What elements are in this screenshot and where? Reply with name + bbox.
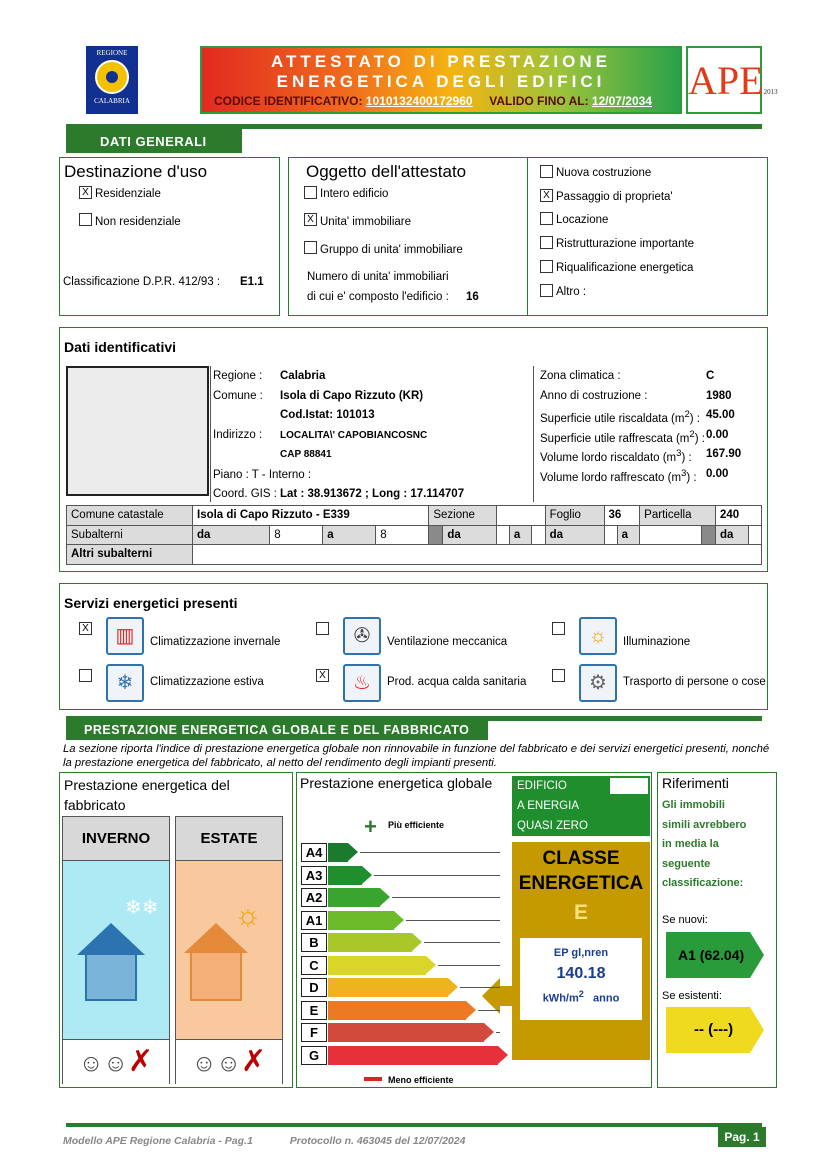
riqualificazione-label: Riqualificazione energetica [556, 262, 694, 274]
rating-faces-winter: ☺☺✗ [63, 1039, 169, 1084]
gruppo-checkbox[interactable] [304, 241, 317, 254]
title-line-1: ATTESTATO DI PRESTAZIONE [271, 52, 611, 71]
trasporto-label: Trasporto di persone o cose [623, 676, 766, 688]
sup-raff-value: 0.00 [706, 429, 729, 441]
gruppo-label: Gruppo di unita' immobiliare [320, 244, 463, 256]
sub-a-value: 8 [376, 525, 429, 545]
air-conditioner-icon: ❄ [106, 664, 144, 702]
rif-line-4: seguente [662, 857, 711, 870]
ep-unit-text: kWh/m [542, 992, 579, 1005]
anno-label: Anno di costruzione : [540, 390, 648, 402]
intero-edificio-label: Intero edificio [320, 188, 389, 200]
sub-a-label-3: a [617, 525, 640, 545]
unita-immobiliare-label: Unita' immobiliare [320, 216, 412, 228]
comune-label: Comune : [213, 390, 263, 402]
ep-value: 140.18 [556, 965, 606, 982]
indirizzo-value: LOCALITA\' CAPOBIANCOSNC [280, 430, 428, 441]
meno-efficiente-label: Meno efficiente [388, 1075, 454, 1085]
ventilazione-label: Ventilazione meccanica [387, 636, 508, 648]
nuova-costruzione-label: Nuova costruzione [556, 167, 652, 179]
ep-unit-anno: anno [593, 992, 620, 1005]
vol-risc-label [540, 448, 692, 464]
esistenti-label: Se esistenti: [662, 990, 722, 1002]
vol-raff-paren: ) : [686, 471, 697, 484]
class-bar-tip [484, 1023, 494, 1041]
foglio-value: 36 [604, 506, 640, 526]
class-letter: F [301, 1023, 327, 1042]
footer-rule [66, 1123, 762, 1127]
class-guide-line [392, 897, 500, 898]
class-guide-line [460, 987, 500, 988]
sup-raff-label-text: Superficie utile raffrescata (m [540, 432, 690, 445]
ep-unit-exp: 2 [578, 989, 584, 999]
class-bar [328, 1001, 466, 1020]
oggetto-title: Oggetto dell'attestato [306, 162, 467, 181]
sup-risc-label [540, 409, 700, 425]
oggetto-divider [527, 157, 528, 316]
inverno-column [62, 816, 170, 1084]
vol-risc-paren: ) : [681, 451, 692, 464]
sup-raff-label [540, 429, 705, 445]
fabbricato-title: Prestazione energetica del fabbricato [64, 777, 230, 813]
sub-a-value-2 [532, 525, 545, 545]
radiator-icon: ▥ [106, 617, 144, 655]
title-banner [200, 46, 682, 114]
regione-logo [86, 46, 138, 114]
gis-value: Lat : 38.913672 ; Long : 17.114707 [280, 488, 465, 500]
servizi-title: Servizi energetici presenti [64, 595, 238, 611]
intero-edificio-checkbox[interactable] [304, 186, 317, 199]
piu-efficiente-label: Più efficiente [388, 820, 445, 830]
gis-label: Coord. GIS : [213, 488, 277, 500]
id-divider-mid [533, 366, 534, 502]
page-number: Pag. 1 [718, 1127, 766, 1147]
sup-risc-label-text: Superficie utile riscaldata (m [540, 412, 685, 425]
classe-label-2: ENERGETICA [518, 873, 644, 894]
nuovi-badge: A1 (62.04) [666, 932, 750, 978]
classe-box [512, 842, 650, 1060]
sub-da-label-4: da [716, 525, 749, 545]
zona-label: Zona climatica : [540, 370, 621, 382]
locazione-checkbox[interactable] [540, 212, 553, 225]
snowflake-icon: ❄❄ [125, 897, 159, 919]
class-bar-tip [394, 911, 404, 929]
ape-logo [686, 46, 778, 114]
table-row [67, 525, 762, 545]
ep-unit [520, 989, 642, 1005]
inverno-header: INVERNO [63, 817, 169, 861]
class-guide-line [406, 920, 500, 921]
ristrutturazione-checkbox[interactable] [540, 236, 553, 249]
subalterni-label: Subalterni [67, 525, 193, 545]
class-bar [328, 1023, 484, 1042]
prestazione-description: La sezione riporta l'indice di prestazione energetica globale non rinnovabile in funzione del fabbricato e dei servizi energetici presenti, nonché la prestazione energetica del fabbricato, al netto del rendimento degli impianti presenti. [63, 743, 770, 769]
sub-a-label: a [323, 525, 376, 545]
classificazione-value: E1.1 [240, 276, 264, 288]
sub-sep [429, 525, 443, 545]
rif-line-5: classificazione: [662, 877, 744, 889]
sezione-value [496, 506, 545, 526]
non-residenziale-checkbox[interactable] [79, 213, 92, 226]
plus-icon: + [364, 814, 377, 839]
comune-value: Isola di Capo Rizzuto (KR) [280, 390, 424, 402]
nzeb-line-3: QUASI ZERO [517, 820, 588, 832]
class-letter: A3 [301, 866, 327, 885]
logo-text-bottom: CALABRIA [94, 97, 130, 105]
vol-raff-label-text: Volume lordo raffrescato (m [540, 471, 682, 484]
sup-risc-paren: ) : [689, 412, 701, 425]
title-line-2: ENERGETICA DEGLI EDIFICI [276, 72, 606, 91]
footer-text [63, 1135, 465, 1147]
sub-da-value-3 [604, 525, 617, 545]
vol-raff-unit: 3 [681, 468, 687, 479]
sub-da-label-2: da [443, 525, 496, 545]
unita-immobiliare-checkbox[interactable] [304, 213, 317, 226]
logo-text-top: REGIONE [96, 49, 128, 57]
code-label: CODICE IDENTIFICATIVO: [214, 94, 363, 108]
class-letter: A1 [301, 911, 327, 930]
ape-logo-text: APE [688, 58, 764, 103]
estiva-checkbox[interactable] [79, 669, 92, 682]
nuovi-badge-tip [750, 932, 764, 978]
residenziale-label: Residenziale [95, 188, 161, 200]
altri-subalterni-label: Altri subalterni [67, 545, 193, 565]
class-guide-line [424, 942, 500, 943]
house-roof-icon [77, 923, 145, 955]
class-bar [328, 956, 426, 975]
sub-a-label-2: a [509, 525, 532, 545]
class-bar-tip [498, 1046, 508, 1064]
gear-icon: ⚙ [579, 664, 617, 702]
building-photo-placeholder [66, 366, 209, 496]
comune-catastale-label: Comune catastale [67, 506, 193, 526]
riferimenti-title: Riferimenti [662, 775, 729, 791]
sup-raff-unit: 2 [689, 429, 695, 440]
class-letter: B [301, 933, 327, 952]
cap-value: CAP 88841 [280, 449, 332, 460]
rating-faces-summer: ☺☺✗ [176, 1039, 282, 1084]
class-guide-line [438, 965, 500, 966]
numero-unita-label-2: di cui e' composto l'edificio : [307, 291, 449, 303]
nzeb-box [512, 776, 650, 836]
class-letter: D [301, 978, 327, 997]
sun-icon: ☼ [234, 899, 262, 932]
regione-value: Calabria [280, 370, 326, 382]
sup-raff-paren: ) : [694, 432, 705, 445]
faucet-icon: ♨ [343, 664, 381, 702]
estate-column [175, 816, 283, 1084]
non-residenziale-label: Non residenziale [95, 216, 181, 228]
nzeb-line-2: A ENERGIA [517, 800, 579, 812]
locazione-label: Locazione [556, 214, 609, 226]
sub-sep-2 [702, 525, 716, 545]
class-guide-line [374, 875, 500, 876]
valid-label: VALIDO FINO AL: [489, 94, 589, 108]
sup-risc-value: 45.00 [706, 409, 735, 421]
vol-risc-unit: 3 [676, 448, 682, 459]
classe-value: E [573, 901, 588, 924]
nzeb-line-1: EDIFICIO [517, 780, 567, 792]
numero-unita-value: 16 [466, 291, 479, 303]
residenziale-checkbox[interactable] [79, 186, 92, 199]
rif-line-2: simili avrebbero [662, 818, 747, 831]
riqualificazione-checkbox[interactable] [540, 260, 553, 273]
sezione-label: Sezione [429, 506, 496, 526]
class-bar [328, 911, 394, 930]
class-bar-tip [412, 933, 422, 951]
altro-checkbox[interactable] [540, 284, 553, 297]
zona-value: C [706, 370, 715, 382]
house-summer-icon [190, 951, 242, 1001]
passaggio-label: Passaggio di proprieta' [556, 191, 673, 203]
class-letter: A2 [301, 888, 327, 907]
vol-risc-value: 167.90 [706, 448, 742, 460]
class-pointer-stem [498, 986, 512, 1006]
class-guide-line [478, 1010, 500, 1011]
comune-catastale-value: Isola di Capo Rizzuto - E339 [193, 506, 429, 526]
estiva-label: Climatizzazione estiva [150, 676, 264, 688]
sup-risc-unit: 2 [684, 409, 690, 420]
class-bar [328, 978, 448, 997]
altro-label: Altro : [556, 286, 587, 298]
sub-da-label: da [193, 525, 270, 545]
classe-label-1: CLASSE [542, 848, 620, 869]
illuminazione-checkbox[interactable] [552, 622, 565, 635]
nzeb-checkbox [610, 778, 648, 794]
table-row [67, 545, 762, 565]
rif-line-1: Gli immobili [662, 799, 725, 811]
table-row [67, 506, 762, 526]
class-bar [328, 1046, 498, 1065]
acqua-checkbox[interactable] [316, 669, 329, 682]
class-bar-tip [466, 1001, 476, 1019]
class-bar [328, 933, 412, 952]
particella-value: 240 [716, 506, 762, 526]
foglio-label: Foglio [545, 506, 604, 526]
estate-header: ESTATE [176, 817, 282, 861]
class-bar-tip [380, 888, 390, 906]
class-letter: E [301, 1001, 327, 1020]
footer-protocollo: Protocollo n. 463045 del 12/07/2024 [289, 1135, 466, 1147]
invernale-checkbox[interactable] [79, 622, 92, 635]
class-guide-line [360, 852, 500, 853]
vol-raff-label [540, 468, 697, 484]
class-guide-line [496, 1032, 500, 1033]
class-bar [328, 866, 362, 885]
catasto-table [66, 505, 762, 565]
prestazione-tab: PRESTAZIONE ENERGETICA GLOBALE E DEL FABBRICATO [66, 721, 488, 740]
sub-da-value-4 [748, 525, 761, 545]
globale-title: Prestazione energetica globale [300, 775, 493, 791]
regione-label: Regione : [213, 370, 263, 382]
indirizzo-label: Indirizzo : [213, 429, 263, 441]
footer-model: Modello APE Regione Calabria - Pag.1 [63, 1135, 253, 1147]
code-value: 1010132400172960 [365, 94, 473, 108]
lightbulb-icon: ☼ [579, 617, 617, 655]
sub-da-label-3: da [545, 525, 604, 545]
trasporto-checkbox[interactable] [552, 669, 565, 682]
sub-a-value-3 [640, 525, 702, 545]
ep-label: EP gl,nren [553, 947, 609, 959]
altri-subalterni-value [193, 545, 762, 565]
class-bar-tip [426, 956, 436, 974]
vol-risc-label-text: Volume lordo riscaldato (m [540, 451, 677, 464]
acqua-label: Prod. acqua calda sanitaria [387, 676, 527, 688]
class-bar-tip [362, 866, 372, 884]
identificativi-title: Dati identificativi [64, 339, 177, 355]
piano-label: Piano : T - Interno : [213, 469, 312, 481]
esistenti-badge: -- (---) [666, 1007, 750, 1053]
ventilazione-checkbox[interactable] [316, 622, 329, 635]
fan-icon: ✇ [343, 617, 381, 655]
house-winter-icon [85, 953, 137, 1001]
class-bar [328, 843, 348, 862]
minus-icon [364, 1077, 382, 1081]
class-letter: G [301, 1046, 327, 1065]
anno-value: 1980 [706, 390, 732, 402]
sub-da-value: 8 [270, 525, 323, 545]
rif-line-3: in media la [662, 838, 719, 850]
codes-line [214, 94, 652, 108]
ape-logo-year: 2013 [763, 88, 778, 96]
id-divider-left [210, 366, 211, 502]
class-letter: C [301, 956, 327, 975]
classificazione-label: Classificazione D.P.R. 412/93 : [63, 276, 221, 288]
dati-generali-tab: DATI GENERALI [66, 129, 242, 153]
sub-da-value-2 [496, 525, 509, 545]
passaggio-checkbox[interactable] [540, 189, 553, 202]
istat-value: Cod.Istat: 101013 [280, 409, 375, 421]
class-bar [328, 888, 380, 907]
particella-label: Particella [640, 506, 716, 526]
nuova-costruzione-checkbox[interactable] [540, 165, 553, 178]
destinazione-title: Destinazione d'uso [64, 162, 208, 181]
valid-value: 12/07/2034 [591, 94, 652, 108]
class-bar-tip [348, 843, 358, 861]
class-bar-tip [448, 978, 458, 996]
illuminazione-label: Illuminazione [623, 636, 691, 648]
ristrutturazione-label: Ristrutturazione importante [556, 238, 695, 250]
seal-icon [95, 60, 129, 94]
nuovi-label: Se nuovi: [662, 914, 708, 926]
riferimenti-text [662, 796, 746, 894]
class-letter: A4 [301, 843, 327, 862]
invernale-label: Climatizzazione invernale [150, 636, 281, 648]
ep-box [520, 938, 642, 1020]
esistenti-badge-tip [750, 1007, 764, 1053]
vol-raff-value: 0.00 [706, 468, 729, 480]
numero-unita-label-1: Numero di unita' immobiliari [307, 271, 449, 283]
